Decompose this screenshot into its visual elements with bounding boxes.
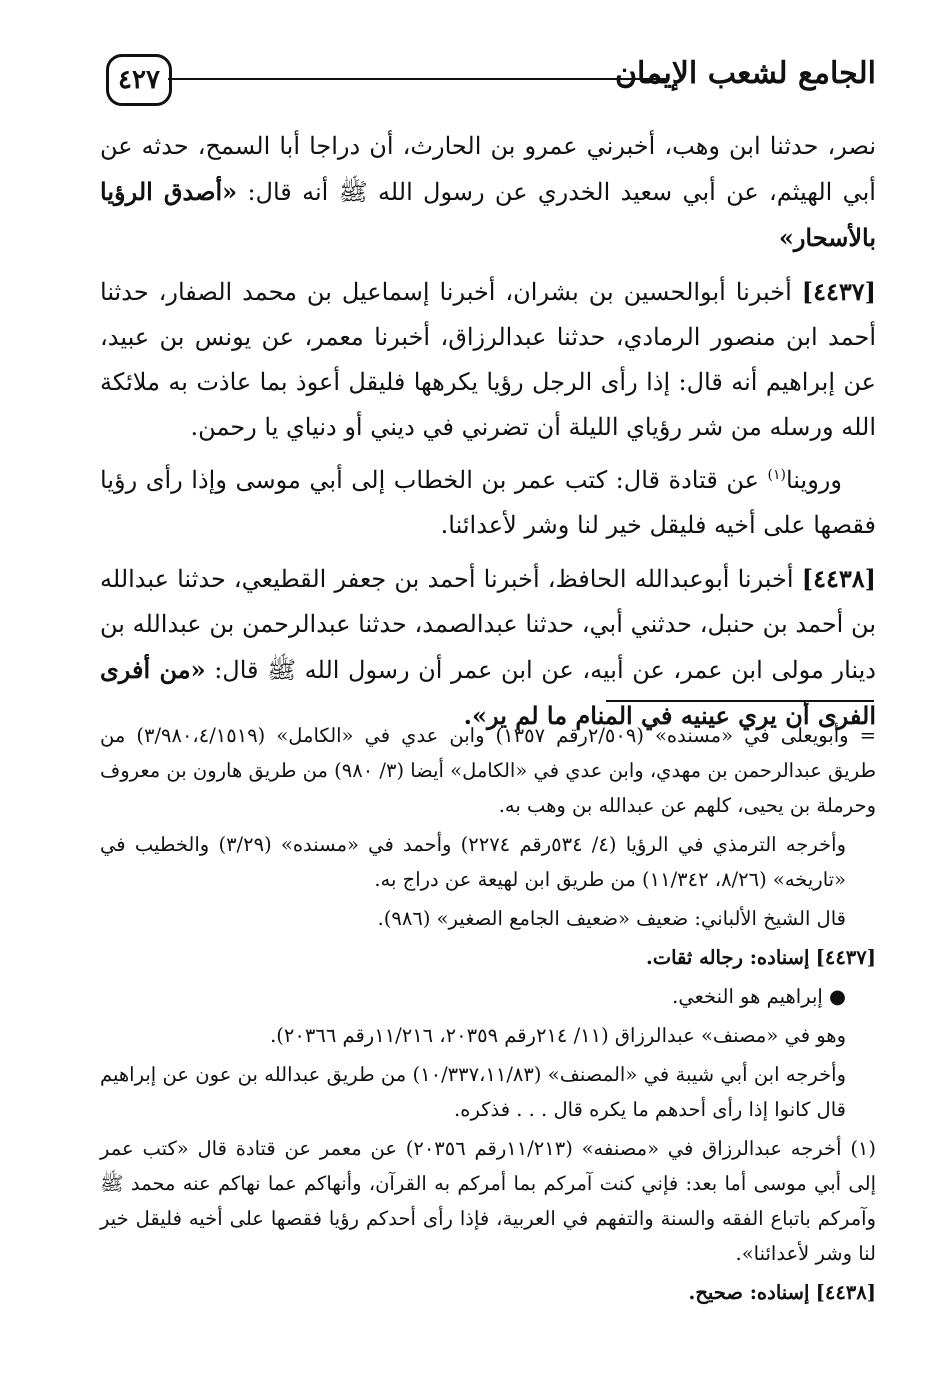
footnote-abdulrazzaq: وهو في «مصنف» عبدالرزاق (١١/ ٢١٤رقم ٢٠٣٥٩، ١١/٢١٦رقم ٢٠٣٦٦). <box>270 1024 846 1047</box>
paragraph-4438 <box>100 556 876 739</box>
footnote-albani: قال الشيخ الألباني: ضعيف «ضعيف الجامع الصغير» (٩٨٦). <box>377 907 846 930</box>
footnote-continuation: = وأبويعلى في «مسنده» (٢/٥٠٩رقم ١٣٥٧) وابن عدي في «الكامل» (٣/٩٨٠،٤/١٥١٩) من طريق عبدالرحمن بن مهدي، وابن عدي في «الكامل» أيضا (٣/ ٩٨٠) من طريق هارون بن معروف وحرملة بن يحيى، كلهم عن عبدالله بن وهب به. <box>99 724 876 817</box>
hadith-number-4437: [٤٤٣٧] <box>801 277 876 306</box>
hadith-quote-1: «أصدق الرؤيا بالأسحار» <box>100 177 876 252</box>
paragraph-4437 <box>100 269 876 450</box>
footnote-ibn-abi-shaybah: وأخرجه ابن أبي شيبة في «المصنف» (١٠/٣٣٧،١١/٨٣) من طريق عبدالله بن عون عن إبراهيم قال كانوا إذا رأى أحدهم ما يكره قال . . . فذكره. <box>100 1063 846 1121</box>
paragraph-4438-text: أخبرنا أبوعبدالله الحافظ، أخبرنا أحمد بن جعفر القطيعي، حدثنا عبدالله بن أحمد بن حنبل، حدثني أبي، حدثنا عبدالصمد، حدثنا عبدالرحمن بن عبدالله بن دينار مولى ابن عمر، عن أبيه، عن ابن عمر أن رسول الله ﷺ قال: <box>100 565 876 684</box>
main-text <box>100 124 876 747</box>
page-header <box>96 46 876 116</box>
footnote-separator <box>606 700 874 702</box>
paragraph-riwayah-text: عن قتادة قال: كتب عمر بن الخطاب إلى أبي موسى وإذا رأى رؤيا فقصها على أخيه فليقل خير لنا وشر لأعدائنا. <box>100 466 876 539</box>
hadith-quote-2: «من أفرى الفرى أن يري عينيه في المنام ما لم ير». <box>100 655 876 730</box>
footnote-4437-text: إسناده: رجاله ثقات. <box>645 946 810 969</box>
footnote-4438 <box>100 1275 876 1310</box>
footnote-marker-1: (١) <box>767 467 786 483</box>
paragraph-1-text: نصر، حدثنا ابن وهب، أخبرني عمرو بن الحارث، أن دراجا أبا السمح، حدثه عن أبي الهيثم، عن أبي سعيد الخدري عن رسول الله ﷺ أنه قال: <box>100 132 877 206</box>
paragraph-4437-text: أخبرنا أبوالحسين بن بشران، أخبرنا إسماعيل بن محمد الصفار، حدثنا أحمد ابن منصور الرمادي، حدثنا عبدالرزاق، أخبرنا معمر، عن يونس بن عبيد، عن إبراهيم أنه قال: إذا رأى الرجل رؤيا يكرهها فليقل أعوذ بما عاذت به ملائكة الله ورسله من شر رؤياي الليلة أن تضرني في ديني أو دنياي يا رحمن. <box>100 278 876 441</box>
footnote-number-4438: [٤٤٣٨] <box>815 1281 876 1304</box>
footnote-number-4437: [٤٤٣٧] <box>815 946 876 969</box>
footnotes <box>100 718 876 1314</box>
hadith-number-4438: [٤٤٣٨] <box>801 564 876 593</box>
paragraph-riwayah-lead: وروينا <box>785 466 842 494</box>
footnote-4438-text: إسناده: صحيح. <box>688 1281 810 1304</box>
header-rule <box>168 78 666 80</box>
paragraph-riwayah <box>100 458 876 548</box>
footnote-nakhai: ● إبراهيم هو النخعي. <box>672 985 846 1008</box>
page-number: ٤٢٧ <box>106 54 172 106</box>
footnote-4437 <box>100 940 876 975</box>
footnote-tirmidhi: وأخرجه الترمذي في الرؤيا (٤/ ٥٣٤رقم ٢٢٧٤) وأحمد في «مسنده» (٣/٢٩) والخطيب في «تاريخه» (٨/٢٦، ١١/٣٤٢) من طريق ابن لهيعة عن دراج به. <box>100 833 846 891</box>
book-title: الجامع لشعب الإيمان <box>614 56 876 91</box>
paragraph-1 <box>100 124 876 261</box>
footnote-1: (١) أخرجه عبدالرزاق في «مصنفه» (١١/٢١٣رقم ٢٠٣٥٦) عن معمر عن قتادة قال «كتب عمر إلى أبي موسى أما بعد: فإني كنت آمركم بما أمركم به القرآن، وأنهاكم عما نهاكم عنه محمد ﷺ وآمركم باتباع الفقه والسنة والتفهم في العربية، فإذا رأى أحدكم رؤيا فقصها على أخيه فليقل خير لنا وشر لأعدائنا». <box>100 1137 877 1265</box>
